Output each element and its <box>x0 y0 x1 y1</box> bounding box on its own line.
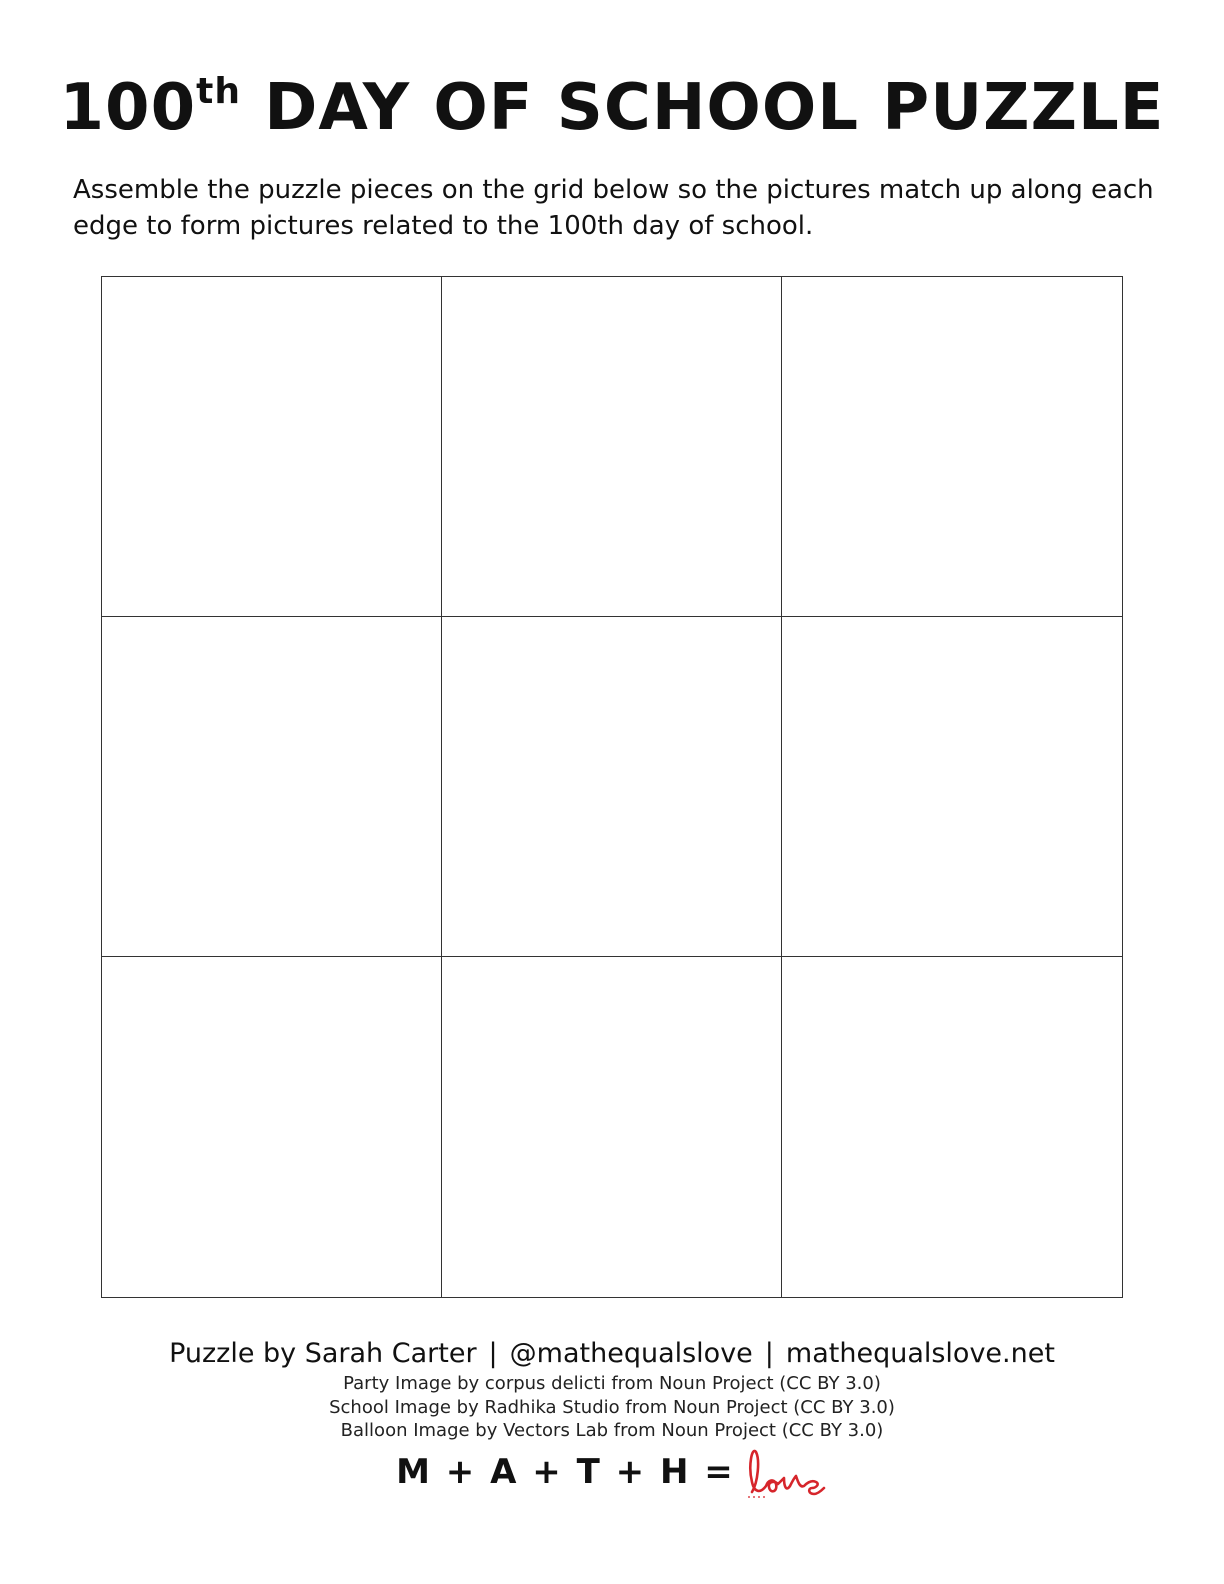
attribution-line: Party Image by corpus delicti from Noun Project (CC BY 3.0) <box>343 1373 881 1394</box>
image-attributions <box>0 1372 1224 1443</box>
logo-text: M + A + T + H = <box>396 1452 735 1492</box>
footer-credit <box>0 1336 1224 1372</box>
puzzle-cell-r2c1[interactable] <box>102 617 442 957</box>
math-equals-love-logo <box>0 1442 1224 1502</box>
love-script-word: love <box>743 1442 746 1443</box>
puzzle-cell-r1c2[interactable] <box>442 277 782 617</box>
puzzle-cell-r3c3[interactable] <box>782 957 1122 1297</box>
puzzle-cell-r2c2[interactable] <box>442 617 782 957</box>
love-script-stroke <box>750 1451 824 1494</box>
title-suffix: th <box>196 71 241 112</box>
footer-author: Puzzle by Sarah Carter <box>169 1338 477 1369</box>
footer-separator: | <box>488 1338 498 1369</box>
puzzle-cell-r1c3[interactable] <box>782 277 1122 617</box>
puzzle-cell-r3c1[interactable] <box>102 957 442 1297</box>
footer-website: mathequalslove.net <box>785 1338 1055 1369</box>
footer-handle: @mathequalslove <box>509 1338 753 1369</box>
footer-separator: | <box>764 1338 774 1369</box>
puzzle-cell-r2c3[interactable] <box>782 617 1122 957</box>
title-number: 100 <box>59 71 197 145</box>
title-rest: DAY OF SCHOOL PUZZLE <box>264 71 1165 145</box>
puzzle-cell-r1c1[interactable] <box>102 277 442 617</box>
puzzle-cell-r3c2[interactable] <box>442 957 782 1297</box>
attribution-line: School Image by Radhika Studio from Noun Project (CC BY 3.0) <box>329 1396 895 1418</box>
instructions: Assemble the puzzle pieces on the grid below so the pictures match up along each edge to form pictures related to the 100th day of school. <box>73 175 1154 241</box>
puzzle-grid <box>101 276 1123 1298</box>
attribution-line: Balloon Image by Vectors Lab from Noun Project (CC BY 3.0) <box>340 1420 884 1441</box>
page-title <box>0 68 1224 148</box>
logo-love-script <box>744 1442 828 1502</box>
